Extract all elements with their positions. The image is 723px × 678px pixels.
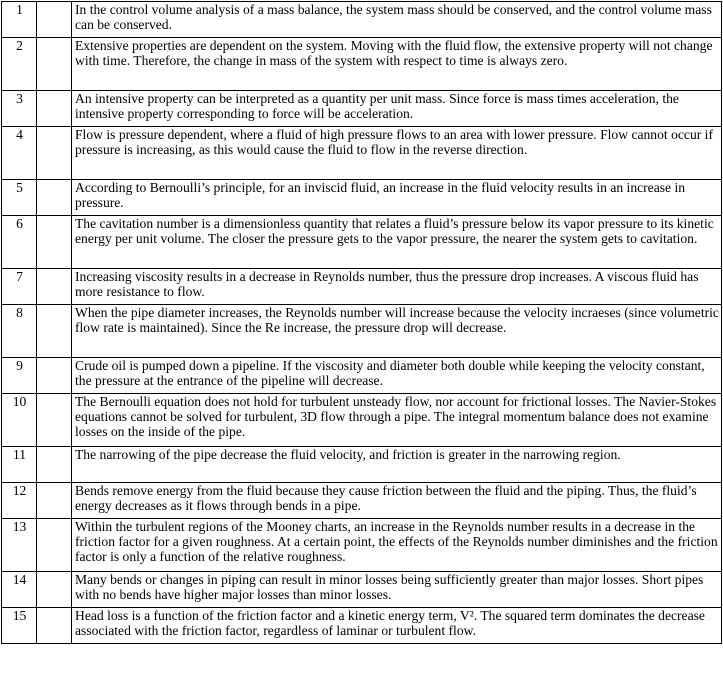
answer-cell[interactable] bbox=[37, 483, 72, 519]
answer-cell[interactable] bbox=[37, 269, 72, 305]
table-row bbox=[2, 447, 722, 483]
statement-text: Bends remove energy from the fluid because they cause friction between the fluid and the piping. Thus, the fluid’s energy decreases as it flows through bends in a pipe. bbox=[72, 483, 722, 519]
statement-text: When the pipe diameter increases, the Reynolds number will increase because the velocity incraeses (since volumetric flow rate is maintained). Since the Re increase, the pressure drop will decrease. bbox=[72, 305, 722, 358]
statement-text: The cavitation number is a dimensionless quantity that relates a fluid’s pressure below its vapor pressure to its kinetic energy per unit volume. The closer the pressure gets to the vapor pressure, the nearer the system gets to cavitation. bbox=[72, 216, 722, 269]
statement-text: Flow is pressure dependent, where a fluid of high pressure flows to an area with lower pressure. Flow cannot occur if pressure is increasing, as this would cause the fluid to flow in the reverse direction. bbox=[72, 127, 722, 180]
statement-text: Extensive properties are dependent on the system. Moving with the fluid flow, the extensive property will not change with time. Therefore, the change in mass of the system with respect to time is always zero. bbox=[72, 38, 722, 91]
statement-number: 5 bbox=[2, 180, 37, 216]
answer-cell[interactable] bbox=[37, 38, 72, 91]
statement-number: 4 bbox=[2, 127, 37, 180]
statement-text: Many bends or changes in piping can result in minor losses being sufficiently greater than major losses. Short pipes with no bends have higher major losses than minor losses. bbox=[72, 572, 722, 608]
statement-number: 13 bbox=[2, 519, 37, 572]
table-row bbox=[2, 394, 722, 447]
answer-cell[interactable] bbox=[37, 358, 72, 394]
statement-text: In the control volume analysis of a mass balance, the system mass should be conserved, and the control volume mass can be conserved. bbox=[72, 2, 722, 38]
statement-number: 15 bbox=[2, 608, 37, 644]
answer-cell[interactable] bbox=[37, 572, 72, 608]
answer-cell[interactable] bbox=[37, 127, 72, 180]
statement-text: Crude oil is pumped down a pipeline. If the viscosity and diameter both double while keeping the velocity constant, the pressure at the entrance of the pipeline will decrease. bbox=[72, 358, 722, 394]
statement-text: Within the turbulent regions of the Mooney charts, an increase in the Reynolds number results in a decrease in the friction factor for a given roughness. At a certain point, the effects of the Reynolds number diminishes and the friction factor is only a function of the relative roughness. bbox=[72, 519, 722, 572]
answer-cell[interactable] bbox=[37, 180, 72, 216]
table-row bbox=[2, 305, 722, 358]
statement-number: 2 bbox=[2, 38, 37, 91]
table-row bbox=[2, 38, 722, 91]
statement-text: According to Bernoulli’s principle, for an inviscid fluid, an increase in the fluid velocity results in an increase in pressure. bbox=[72, 180, 722, 216]
statement-number: 1 bbox=[2, 2, 37, 38]
statement-text: Head loss is a function of the friction factor and a kinetic energy term, V². The squared term dominates the decrease associated with the friction factor, regardless of laminar or turbulent flow. bbox=[72, 608, 722, 644]
answer-cell[interactable] bbox=[37, 305, 72, 358]
answer-cell[interactable] bbox=[37, 2, 72, 38]
answer-cell[interactable] bbox=[37, 216, 72, 269]
table-row bbox=[2, 608, 722, 644]
table-row bbox=[2, 180, 722, 216]
answer-cell[interactable] bbox=[37, 91, 72, 127]
answer-cell[interactable] bbox=[37, 608, 72, 644]
table-row bbox=[2, 91, 722, 127]
statement-number: 8 bbox=[2, 305, 37, 358]
table-row bbox=[2, 483, 722, 519]
statement-number: 11 bbox=[2, 447, 37, 483]
statement-number: 6 bbox=[2, 216, 37, 269]
statements-table bbox=[1, 1, 722, 644]
table-row bbox=[2, 269, 722, 305]
answer-cell[interactable] bbox=[37, 519, 72, 572]
table-row bbox=[2, 519, 722, 572]
table-row bbox=[2, 572, 722, 608]
statement-number: 7 bbox=[2, 269, 37, 305]
answer-cell[interactable] bbox=[37, 447, 72, 483]
table-row bbox=[2, 127, 722, 180]
statement-number: 12 bbox=[2, 483, 37, 519]
statement-number: 10 bbox=[2, 394, 37, 447]
table-row bbox=[2, 2, 722, 38]
answer-cell[interactable] bbox=[37, 394, 72, 447]
statement-text: An intensive property can be interpreted as a quantity per unit mass. Since force is mass times acceleration, the intensive property corresponding to force will be acceleration. bbox=[72, 91, 722, 127]
statement-text: Increasing viscosity results in a decrease in Reynolds number, thus the pressure drop increases. A viscous fluid has more resistance to flow. bbox=[72, 269, 722, 305]
statement-number: 3 bbox=[2, 91, 37, 127]
table-row bbox=[2, 358, 722, 394]
statement-text: The Bernoulli equation does not hold for turbulent unsteady flow, nor account for frictional losses. The Navier-Stokes equations cannot be solved for turbulent, 3D flow through a pipe. The integral momentum balance does not examine losses on the inside of the pipe. bbox=[72, 394, 722, 447]
table-row bbox=[2, 216, 722, 269]
statement-number: 14 bbox=[2, 572, 37, 608]
statement-number: 9 bbox=[2, 358, 37, 394]
statement-text: The narrowing of the pipe decrease the fluid velocity, and friction is greater in the narrowing region. bbox=[72, 447, 722, 483]
